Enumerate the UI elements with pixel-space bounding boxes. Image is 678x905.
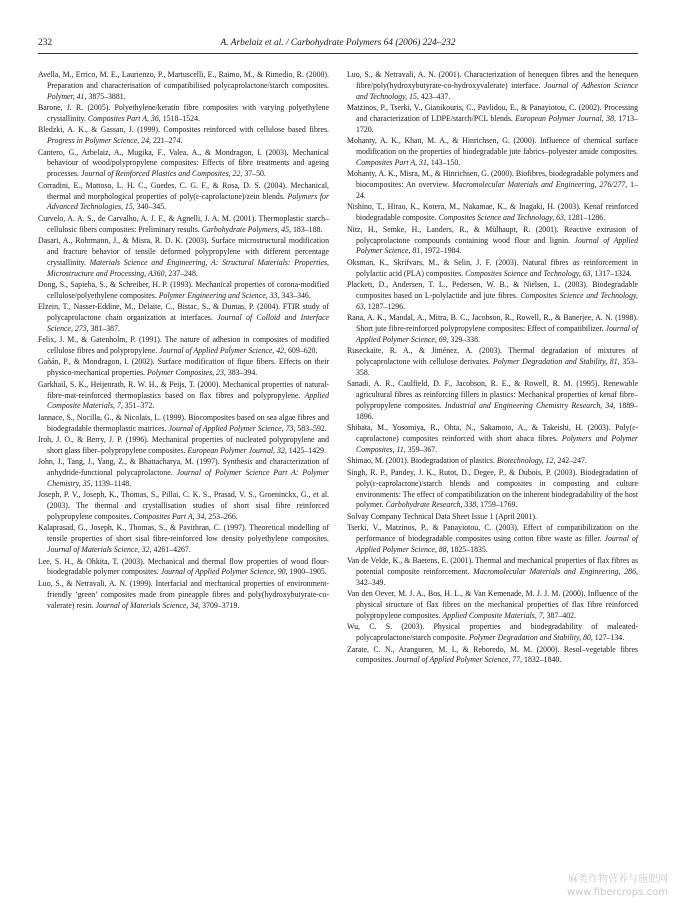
reference-journal: Journal of Adhesion Science and Technology, 15 [356, 80, 638, 101]
reference-text: John, J., Tang, J., Yang, Z., & Bhattacharya, M. (1997). Synthesis and characterization of anhydride-functional polycaprolactone. [38, 457, 329, 478]
reference-journal: Journal of Applied Polymer Science, 90 [160, 567, 286, 577]
reference-pages: , 381–387. [86, 323, 120, 333]
reference-entry [38, 302, 329, 335]
reference-entry [38, 557, 329, 579]
running-head: A. Arbelaiz et al. / Carbohydrate Polymers 64 (2006) 224–232 [220, 38, 456, 48]
reference-text: Joseph, P. V., Joseph, K., Thomas, S., Pillai, C. K. S., Prasad, V. S., Groeninckx, G., et al. (2003). The thermal and crystallisation studies of short sisal fibre reinforced polypropylene composites. [38, 490, 329, 522]
reference-entry [38, 335, 329, 357]
reference-text: Singh, R. P., Pandey, J. K., Rutot, D., Degee, P., & Dubois, P. (2003). Biodegradation of poly(ε-caprolactone)/starch blends and composites in composting and culture environments: The effect of compatibilization on the inherent biodegradability of the host polymer. [347, 467, 638, 510]
reference-entry [38, 380, 329, 413]
reference-entry [347, 202, 638, 224]
reference-text: Barone, J. R. (2005). Polyethylene/keratin fibre composites with varying polyethylene crystallinity. [38, 103, 329, 124]
reference-pages: , 3709–3719. [198, 600, 240, 610]
reference-entry [38, 457, 329, 490]
reference-entry [347, 70, 638, 103]
reference-entry [347, 379, 638, 423]
reference-entry [347, 645, 638, 667]
reference-journal: Composites Part A, 34 [133, 512, 205, 522]
reference-pages: , 342–349. [356, 567, 638, 587]
reference-text: Wu, C. S. (2003). Physical properties and biodegradability of maleated-polycaprolactone/starch composite. [347, 622, 638, 643]
reference-pages: , 1317–1324. [590, 268, 632, 278]
reference-entry [38, 435, 329, 457]
reference-pages: , 143–150. [426, 158, 461, 168]
reference-text: Lee, S. H., & Ohkita, T. (2003). Mechanical and thermal flow properties of wood flour-biodegradable polymer composites. [38, 556, 329, 577]
reference-entry [347, 556, 638, 589]
reference-text: Zarate, C. N., Aranguren, M. I., & Reboredo, M. M. (2000). Resol–vegetable fibres composites. [347, 644, 638, 665]
reference-entry [38, 280, 329, 302]
reference-text: Solvay Company Technical Data Sheet Issue 1 (April 2001). [347, 511, 537, 521]
reference-journal: Biotechnology, 12 [496, 456, 554, 466]
reference-entry [347, 512, 638, 523]
reference-pages: , 351–372. [120, 401, 155, 411]
reference-pages: , 353–358. [356, 357, 639, 377]
reference-text: Nitz, H., Semke, H., Landers, R., & Mülhaupt, R. (2001). Reactive extrusion of polycaprolactone compounds containing wood flour and lignin. [347, 224, 638, 245]
reference-text: Gañán, P., & Mondragon, I. (2002). Surface modification of fique fibers. Effects on their physico-mechanical properties. [38, 357, 329, 378]
reference-text: Corradini, E., Mattoso, L. H. C., Guedes, C. G. F., & Rosa, D. S. (2004). Mechanical, thermal and morphological properties of poly(ε-caprolactone)/zein blends. [38, 180, 329, 201]
reference-journal: European Polymer Journal, 32 [187, 445, 285, 455]
reference-journal: Journal of Materials Science, 32 [47, 545, 150, 555]
reference-journal: Journal of Colloid and Interface Science, 273 [47, 313, 329, 333]
watermark-line-2: www.fibercrops.com [566, 887, 668, 898]
reference-entry [347, 423, 638, 456]
reference-journal: Polymer Composites, 23 [146, 368, 224, 378]
reference-journal: Composites Part A, 36 [87, 114, 159, 124]
reference-text: Rana, A. K., Mandal, A., Mitra, B. C., Jacobson, R., Rowell, R., & Banerjee, A. N. (1998). Short jute fibre-reinforced polypropylene composites: Effect of compatibilizer. [347, 313, 638, 333]
reference-journal: Journal of Applied Polymer Science, 73 [168, 423, 294, 433]
reference-pages: , 609–620. [284, 346, 318, 356]
reference-journal: Journal of Polymer Science Part A: Polymer Chemistry, 35 [47, 468, 329, 488]
reference-journal: Polymers for Advanced Technologies, 15 [47, 191, 329, 212]
reference-entry [347, 456, 638, 467]
reference-journal: Polymers and Polymer Composites, 11 [356, 434, 638, 455]
reference-text: Garkhail, S. K., Heijenrath, R. W. H., & Peijs, T. (2000). Mechanical properties of natural-fibre-mat-reinforced thermoplastics based on flax fibres and polypropylene. [38, 379, 329, 400]
header-rule [38, 53, 638, 54]
reference-entry [347, 589, 638, 622]
reference-entry [347, 103, 638, 136]
reference-pages: , 1759–1769. [476, 500, 518, 510]
reference-pages: , 242–247. [553, 456, 587, 466]
reference-text: Matzinos, P., Tserki, V., Gianikouris, C., Pavlidou, E., & Panayiotou, C. (2002). Processing and characterization of LDPE/starch/PCL blends. [347, 103, 638, 124]
reference-journal: European Polymer Journal, 38 [515, 114, 614, 124]
reference-text: Nishino, T., Hirao, K., Kotera, M., Nakamae, K., & Inagaki, H. (2003). Kenaf reinforced biodegradable composite. [347, 202, 638, 223]
reference-pages: , 1889–1896. [356, 401, 638, 421]
reference-pages: , 329–338. [446, 334, 480, 344]
reference-text: Dasari, A., Rohrmann, J., & Misra, R. D. K. (2003). Surface microstructural modification and fracture behavior of tensile deformed polypropylene with different percentage crystallinity. [38, 235, 329, 267]
reference-text: Elzein, T., Nasser-Eddine, M., Delaite, C., Bistac, S., & Dumas, P. (2004). FTIR study of polycaprolactone chain organization at interfaces. [38, 302, 329, 323]
reference-entry [347, 169, 638, 202]
reference-pages: , 183–188. [289, 224, 323, 234]
reference-pages: , 127–134. [590, 633, 625, 643]
reference-entry [38, 236, 329, 280]
reference-pages: , 359–367. [403, 445, 438, 455]
reference-journal: Industrial and Engineering Chemistry Research, 34 [444, 401, 614, 411]
reference-pages: , 253–266. [204, 512, 238, 522]
reference-text: Avella, M., Errico, M. E., Laurienzo, P., Martuscelli, E., Raimo, M., & Rimedio, R. (2000). Preparation and characterisation of compatibilised polycaprolactone/starch composites. [38, 70, 329, 90]
reference-entry [347, 523, 638, 556]
watermark [567, 873, 668, 899]
reference-pages: , 237–248. [164, 268, 198, 278]
reference-journal: Polymer Degradation and Stability, 81 [492, 357, 618, 367]
reference-journal: Carbohydrate Polymers, 45 [201, 224, 290, 234]
watermark-line-1: 麻类作物营养与施肥网 [568, 874, 668, 885]
reference-pages: , 1825–1835. [446, 544, 488, 554]
reference-pages: , 1425–1429. [284, 445, 327, 455]
reference-entry [38, 579, 329, 612]
reference-entry [38, 148, 329, 181]
reference-pages: , 1972–1984. [420, 246, 462, 256]
reference-pages: , 1139–1148. [90, 479, 132, 488]
reference-entry [347, 313, 638, 346]
reference-journal: Composites Science and Technology, 63 [356, 290, 638, 311]
reference-pages: , 1281–1286. [563, 213, 606, 223]
reference-text: Plackett, D., Andersen, T. L., Pedersen, W. B., & Nielsen, L. (2003). Biodegradable composites based on L-polylactide and jute fibres. [347, 279, 638, 300]
reference-entry [38, 214, 329, 236]
reference-journal: Journal of Applied Polymer Science, 42 [159, 346, 285, 356]
reference-pages: , 383–394. [223, 368, 258, 378]
reference-entry [38, 181, 329, 214]
reference-entry [347, 346, 638, 379]
reference-text: Van den Oever, M. J. A., Bos, H. L., & Van Kemenade, M. J. J. M. (2000). Influence of the physical structure of flax fibres on the mechanical properties of flax fibre reinforced polypropylene composites. [347, 589, 638, 621]
page-number: 232 [38, 38, 53, 48]
reference-journal: Journal of Applied Polymer Science, 88 [356, 533, 638, 554]
reference-text: Luo, S., & Netravali, A. N. (2001). Characterization of henequen fibres and the henequen fibre/poly(hydroxybutyrate-co-hydroxyvalerate) interface. [347, 70, 638, 90]
reference-entry [347, 622, 638, 644]
reference-entry [347, 280, 638, 313]
reference-text: Tserki, V., Matzinos, P., & Panayiotou, C. (2003). Effect of compatibilization on the performance of biodegradable composites using cotton fibre waste as filler. [347, 523, 638, 543]
reference-journal: Composites Science and Technology, 63 [465, 268, 591, 278]
references-left-column [38, 70, 329, 612]
reference-journal: Journal of Applied Polymer Science, 81 [356, 235, 638, 256]
reference-entry [347, 225, 638, 258]
reference-text: Luo, S., & Netravali, A. N. (1999). Interfacial and mechanical properties of environment-friendly ‘green’ composites made from pineapple fibres and poly(hydroxybutyrate-co-valerate) resin. [38, 578, 329, 610]
reference-journal: Journal of Reinforced Plastics and Composites, 22 [80, 169, 241, 179]
reference-text: Oksman, K., Skrifvars, M., & Selin, J. F. (2003). Natural fibres as reinforcement in polylactic acid (PLA) composites. [347, 257, 638, 278]
reference-entry [347, 136, 638, 169]
reference-pages: , 4261–4267. [149, 545, 191, 555]
reference-entry [38, 413, 329, 435]
reference-entry [38, 523, 329, 556]
reference-text: Kalaprasad, G., Joseph, K., Thomas, S., & Pavithran, C. (1997). Theoretical modelling of tensile properties of short sisal fibre-reinforced low density polyethylene composites. [38, 523, 329, 544]
reference-pages: , 387–402. [542, 611, 577, 621]
reference-journal: Carbohydrate Research, 338 [385, 500, 477, 510]
reference-journal: Journal of Applied Polymer Science, 77 [395, 655, 521, 665]
reference-journal: Applied Composite Materials, 7 [47, 390, 329, 411]
reference-entry [38, 125, 329, 147]
reference-text: Iannace, S., Nocilla, G., & Nicolais, L. (1999). Biocomposites based on sea algae fibres and biodegradable thermoplastic matrices. [38, 412, 329, 433]
reference-pages: , 583–592. [293, 423, 327, 433]
reference-journal: Macromolecular Materials and Engineering, 286 [473, 567, 637, 577]
reference-journal: Progress in Polymer Science, 24 [47, 136, 150, 146]
reference-pages: , 1713–1720. [356, 114, 638, 134]
reference-text: Cantero, G., Arbelaiz, A., Mugika, F., Valea, A., & Mondragon, I. (2003). Mechanical behaviour of wood/polypropylene composites: Effects of fibre treatments and ageing processes. [38, 147, 329, 179]
reference-pages: , 340–345. [132, 202, 167, 212]
reference-pages: , 37–50. [240, 169, 266, 179]
reference-pages: , 1287–1296. [363, 301, 406, 311]
reference-pages: , 1900–1905. [285, 567, 327, 577]
reference-journal: Macromolecular Materials and Engineering, 276/277 [452, 180, 626, 190]
reference-text: Felix, J. M., & Gatenholm, P. (1991). The nature of adhesion in composites of modified cellulose fibres and polypropylene. [38, 335, 329, 356]
reference-text: Mohanty, A. K., Misra, M., & Hinrichsen, G. (2000). Biofibres, biodegradable polymers and biocomposites: An overview. [347, 169, 638, 190]
reference-pages: , 3875–3881. [84, 91, 126, 101]
reference-journal: Journal of Applied Polymer Science, 69 [356, 323, 638, 344]
reference-pages: , 1–24. [356, 180, 639, 201]
reference-pages: , 343–346. [277, 290, 311, 300]
reference-text: Sanadi, A. R., Caulfield, D. F., Jacobson, R. E., & Rowell, R. M. (1995). Renewable agricultural fibres as reinforcing fillers in plastics: Mechanical properties of kenaf fibre–polypropylene composites. [347, 379, 638, 411]
reference-entry [347, 258, 638, 280]
reference-entry [38, 490, 329, 523]
page-header [38, 35, 638, 51]
reference-journal: Polymer Engineering and Science, 33 [158, 290, 278, 300]
reference-entry [38, 103, 329, 125]
reference-text: Van de Velde, K., & Baetens, E. (2001). Thermal and mechanical properties of flax fibres as potential composite reinforcement. [347, 556, 638, 577]
reference-text: Bledzki, A. K., & Gassan, J. (1999). Composites reinforced with cellulose based fibres. [38, 125, 329, 135]
reference-text: Dong, S., Sapieha, S., & Schreiber, H. P. (1993). Mechanical properties of corona-modified cellulose/polyethylene composites. [38, 279, 329, 300]
reference-journal: Composites Science and Technology, 63 [438, 213, 564, 223]
reference-journal: Applied Composite Materials, 7 [442, 611, 543, 621]
reference-pages: , 221–274. [149, 136, 183, 146]
reference-entry [38, 70, 329, 103]
reference-text: Mohanty, A. K., Khan, M. A., & Hinrichsen, G. (2000). Influence of chemical surface modification on the properties of biodegradable jute fabrics–polyester amide composites. [347, 136, 638, 157]
reference-text: Curvelo, A. A. S., de Carvalho, A. J. F., & Agnelli, J. A. M. (2001). Thermoplastic starch–cellulosic fibers composites: Preliminary results. [38, 213, 329, 234]
reference-journal: Journal of Materials Science, 34 [95, 600, 199, 610]
reference-text: Iroh, J. O., & Berry, J. P. (1996). Mechanical properties of nucleated polypropylene and short glass fiber–polypropylene composites. [38, 434, 329, 455]
reference-text: Shibata, M., Yosomiya, R., Ohta, N., Sakamoto, A., & Takeishi, H. (2003). Poly(ε-caprolactone) composites reinforced with short abaca fibres. [347, 423, 638, 444]
reference-pages: , 423–437. [416, 91, 451, 101]
reference-entry [38, 357, 329, 379]
reference-pages: , 1832–1840. [520, 655, 562, 665]
references-right-column [347, 70, 638, 667]
reference-pages: , 1518–1524. [158, 114, 200, 124]
reference-journal: Composites Part A, 31 [356, 158, 427, 168]
reference-text: Ruseckaite, R. A., & Jiménez, A. (2003). Thermal degradation of mixtures of polycaprolactone with cellulose derivates. [347, 346, 638, 367]
reference-entry [347, 468, 638, 512]
reference-journal: Polymer, 41 [47, 91, 85, 101]
reference-journal: Materials Science and Engineering, A: Structural Materials: Properties, Microstructure and Processing, A360 [47, 257, 329, 278]
reference-text: Shimao, M. (2001). Biodegradation of plastics. [347, 456, 497, 466]
reference-journal: Polymer Degradation and Stability, 80 [469, 633, 591, 643]
